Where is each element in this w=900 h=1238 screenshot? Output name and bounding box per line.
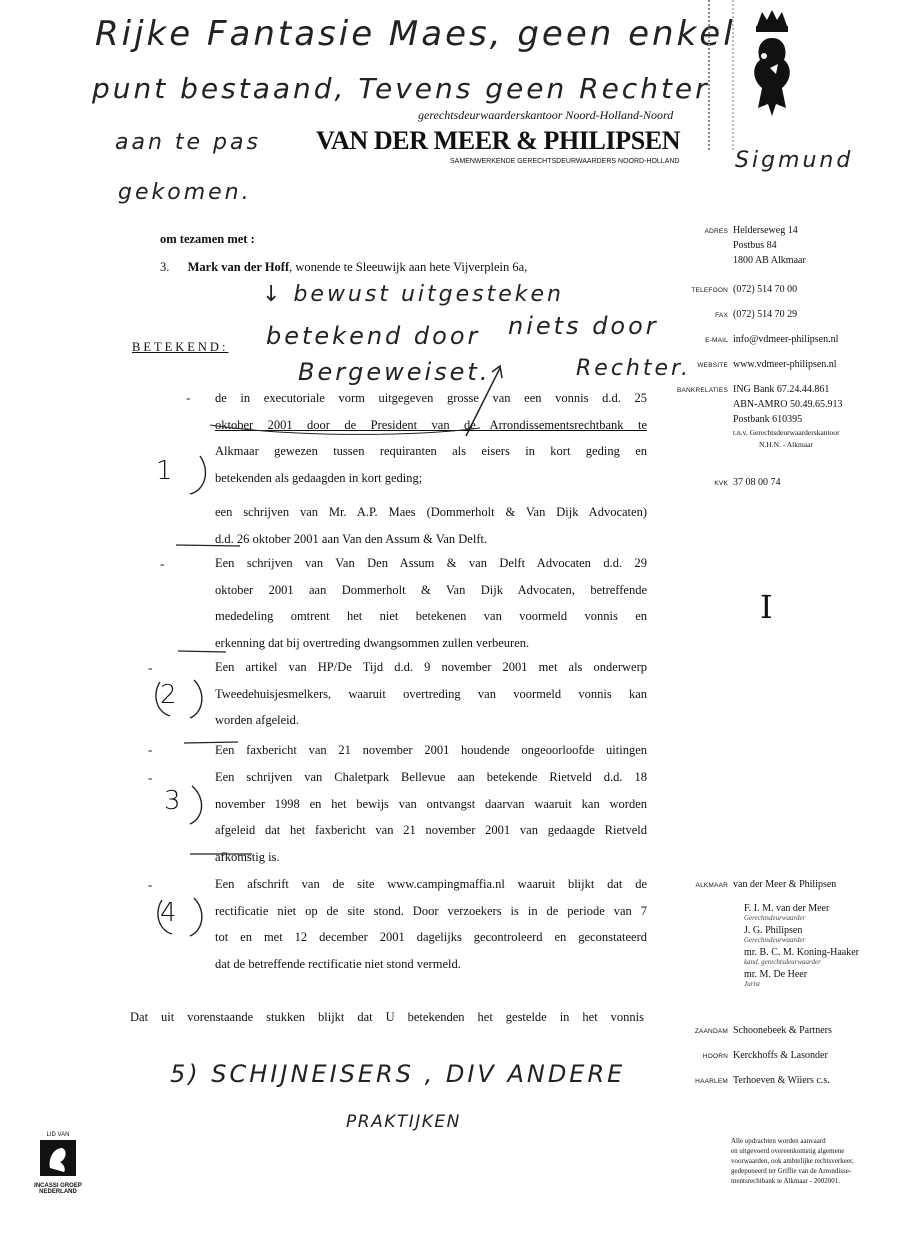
logo-text: NEDERLAND bbox=[39, 1189, 77, 1195]
staff-role: Gerechtsdeurwaarder bbox=[744, 936, 806, 944]
label-adres: ADRES bbox=[704, 228, 728, 235]
footnote-line: Alle opdrachten worden aanvaard bbox=[731, 1137, 826, 1145]
handwritten-bottom-line1: 5) SCHIJNEISERS , DIV ANDERE bbox=[170, 1060, 626, 1088]
zaandam-firm: Schoonebeek & Partners bbox=[733, 1025, 832, 1036]
betekend-heading: BETEKEND: bbox=[132, 340, 229, 354]
label-telefoon: TELEFOON bbox=[691, 287, 728, 294]
handwritten-note-niets: niets door bbox=[508, 312, 659, 340]
footnote-line: en uitgevoerd overeenkomstig algemene bbox=[731, 1147, 845, 1155]
label-website: WEBSITE bbox=[697, 362, 728, 369]
letterhead-subtitle: SAMENWERKENDE GERECHTSDEURWAARDERS NOORD-HOLLAND bbox=[450, 158, 680, 165]
incasso-crest-icon bbox=[38, 1138, 78, 1178]
circle-mark bbox=[150, 448, 210, 498]
circled-number-3: 3 bbox=[164, 786, 181, 816]
handwritten-note-line2: punt bestaand, Tevens geen Rechter bbox=[92, 72, 710, 105]
bank-nhn: N.H.N. - Alkmaar bbox=[759, 440, 813, 449]
label-hoorn: HOORN bbox=[702, 1053, 728, 1060]
staff-role: kand. gerechtsdeurwaarder bbox=[744, 958, 821, 966]
list-item-artikel: Een artikel van HP/De Tijd d.d. 9 november 2001 met als onderwerp Tweedehuisjesmelkers, waaruit overtreding van voormeld vonnis kan worden afgeleid. bbox=[215, 660, 647, 727]
website-value[interactable]: www.vdmeer-philipsen.nl bbox=[733, 359, 837, 370]
staff-role: Jurist bbox=[744, 980, 760, 988]
party-name: Mark van der Hoff bbox=[187, 260, 290, 274]
fax-value: (072) 514 70 29 bbox=[733, 309, 798, 320]
label-fax: FAX bbox=[715, 312, 728, 319]
handwritten-bottom-line2: PRAKTIJKEN bbox=[346, 1112, 461, 1132]
handwritten-note-bergeweiset: Bergeweiset. bbox=[298, 358, 491, 386]
bank-tnv: t.n.v. Gerechtsdeurwaarderskantoor bbox=[733, 428, 840, 437]
footnote-line: gedeponeerd ter Griffie van de Arrondisse- bbox=[731, 1167, 852, 1175]
circle-mark bbox=[150, 890, 210, 940]
handwritten-note-betekend: betekend door bbox=[266, 322, 481, 350]
handwritten-note-line3: aan te pas bbox=[115, 130, 261, 155]
bullet-dash: - bbox=[148, 742, 153, 757]
address-city: 1800 AB Alkmaar bbox=[733, 255, 806, 266]
handwritten-note-line1: Rijke Fantasie Maes, geen enkel bbox=[95, 14, 736, 54]
list-item-schrijven-maes: een schrijven van Mr. A.P. Maes (Dommerholt & Van Dijk Advocaten) d.d. 26 oktober 2001 aan Van den Assum & Van Delft. bbox=[215, 505, 647, 546]
label-email: E-MAIL bbox=[705, 337, 728, 344]
party-address: , wonende te Sleeuwijk aan hete Vijverplein 6a, bbox=[289, 260, 528, 274]
label-kvk: KVK bbox=[714, 480, 728, 487]
hoorn-firm: Kerckhoffs & Lasonder bbox=[733, 1050, 828, 1061]
circled-number-4: 4 bbox=[160, 898, 177, 928]
handwritten-note-bewust: ↓ bewust uitgesteken bbox=[262, 282, 564, 307]
telefoon-value: (072) 514 70 00 bbox=[733, 284, 798, 295]
footnote-line: voorwaarden, ook ambtelijke rechtsverkeer, bbox=[731, 1157, 854, 1165]
staff-name: mr. M. De Heer bbox=[744, 969, 808, 980]
label-zaandam: ZAANDAM bbox=[694, 1028, 728, 1035]
intro-text: om tezamen met : bbox=[160, 232, 255, 246]
party-number: 3. bbox=[160, 260, 170, 274]
closing-paragraph: Dat uit vorenstaande stukken blijkt dat U betekenden het gestelde in het vonnis bbox=[130, 1010, 644, 1024]
address-street: Helderseweg 14 bbox=[733, 225, 798, 236]
handwritten-roman-one: I bbox=[760, 588, 773, 626]
bullet-dash: - bbox=[148, 877, 153, 892]
staff-name: F. I. M. van der Meer bbox=[744, 903, 830, 914]
circled-number-2: 2 bbox=[160, 680, 177, 710]
kvk-value: 37 08 00 74 bbox=[733, 477, 781, 488]
handwritten-note-rechter: Rechter. bbox=[576, 356, 692, 381]
list-item-afschrift: Een afschrift van de site www.campingmaffia.nl waaruit blijkt dat de rectificatie niet op de site stond. Door verzoekers is in de periode van 7 tot en met 12 december 2001 dagelijks gecontroleerd en geconstateerd dat de betreffende rectificatie niet stond vermeld. bbox=[215, 877, 647, 971]
label-haarlem: HAARLEM bbox=[695, 1078, 728, 1085]
circle-mark bbox=[150, 778, 210, 828]
label-bank: BANKRELATIES bbox=[676, 387, 728, 394]
bank-postbank: Postbank 610395 bbox=[733, 414, 803, 425]
handwritten-note-line4: gekomen. bbox=[118, 180, 252, 205]
bullet-dash: - bbox=[148, 660, 153, 675]
circle-mark bbox=[150, 672, 210, 722]
incasso-logo bbox=[34, 1132, 82, 1195]
label-alkmaar: ALKMAAR bbox=[695, 882, 728, 889]
list-item-fax: Een faxbericht van 21 november 2001 houdende ongeoorloofde uitingen bbox=[215, 743, 647, 757]
bank-abn: ABN-AMRO 50.49.65.913 bbox=[733, 399, 843, 410]
logo-text: LID VAN bbox=[46, 1132, 70, 1138]
bank-ing: ING Bank 67.24.44.861 bbox=[733, 384, 830, 395]
bullet-dash: - bbox=[186, 390, 191, 405]
address-postbus: Postbus 84 bbox=[733, 240, 777, 251]
letterhead-tagline: gerechtsdeurwaarderskantoor Noord-Holland-Noord bbox=[418, 108, 674, 122]
list-item-chaletpark: Een schrijven van Chaletpark Bellevue aan betekende Rietveld d.d. 18 november 1998 en het bewijs van ontvangst daarvan waaruit kan worden afgeleid dat het faxbericht van 21 november 2001 van gedaagde Rietveld afkomstig is. bbox=[215, 770, 647, 864]
list-item-schrijven-assum: Een schrijven van Van Den Assum & van Delft Advocaten d.d. 29 oktober 2001 aan Dommerholt & Van Dijk Advocaten, betreffende mededeling omtrent het niet betekenen van voormeld vonnis en erkenning dat bij overtreding dwangsommen zullen verbeuren. bbox=[215, 556, 647, 650]
haarlem-firm: Terhoeven & Wiiers c.s. bbox=[733, 1075, 830, 1086]
circled-number-1: 1 bbox=[156, 456, 173, 486]
staff-role: Gerechtsdeurwaarder bbox=[744, 914, 806, 922]
handwritten-sigmund: Sigmund bbox=[735, 148, 854, 173]
alkmaar-firm: van der Meer & Philipsen bbox=[733, 879, 837, 890]
staff-name: mr. B. C. M. Koning-Haaker bbox=[744, 947, 859, 958]
staff-name: J. G. Philipsen bbox=[744, 925, 803, 936]
letterhead-firm-name: VAN DER MEER & PHILIPSEN bbox=[316, 126, 681, 155]
logo-text: INCASSI GROEP bbox=[34, 1183, 82, 1189]
list-item-grosse: de in executoriale vorm uitgegeven grosse van een vonnis d.d. 25 oktober 2001 door de President van de Arrondissementsrechtbank te Alkmaar gewezen tussen requiranten als eisers in kort geding en betekenden als gedaagden in kort geding; bbox=[215, 391, 647, 485]
bullet-dash: - bbox=[160, 556, 165, 571]
email-value[interactable]: info@vdmeer-philipsen.nl bbox=[733, 334, 839, 345]
bullet-dash: - bbox=[148, 770, 153, 785]
footnote-line: mentsrechtbank te Alkmaar - 2002001. bbox=[731, 1177, 841, 1185]
